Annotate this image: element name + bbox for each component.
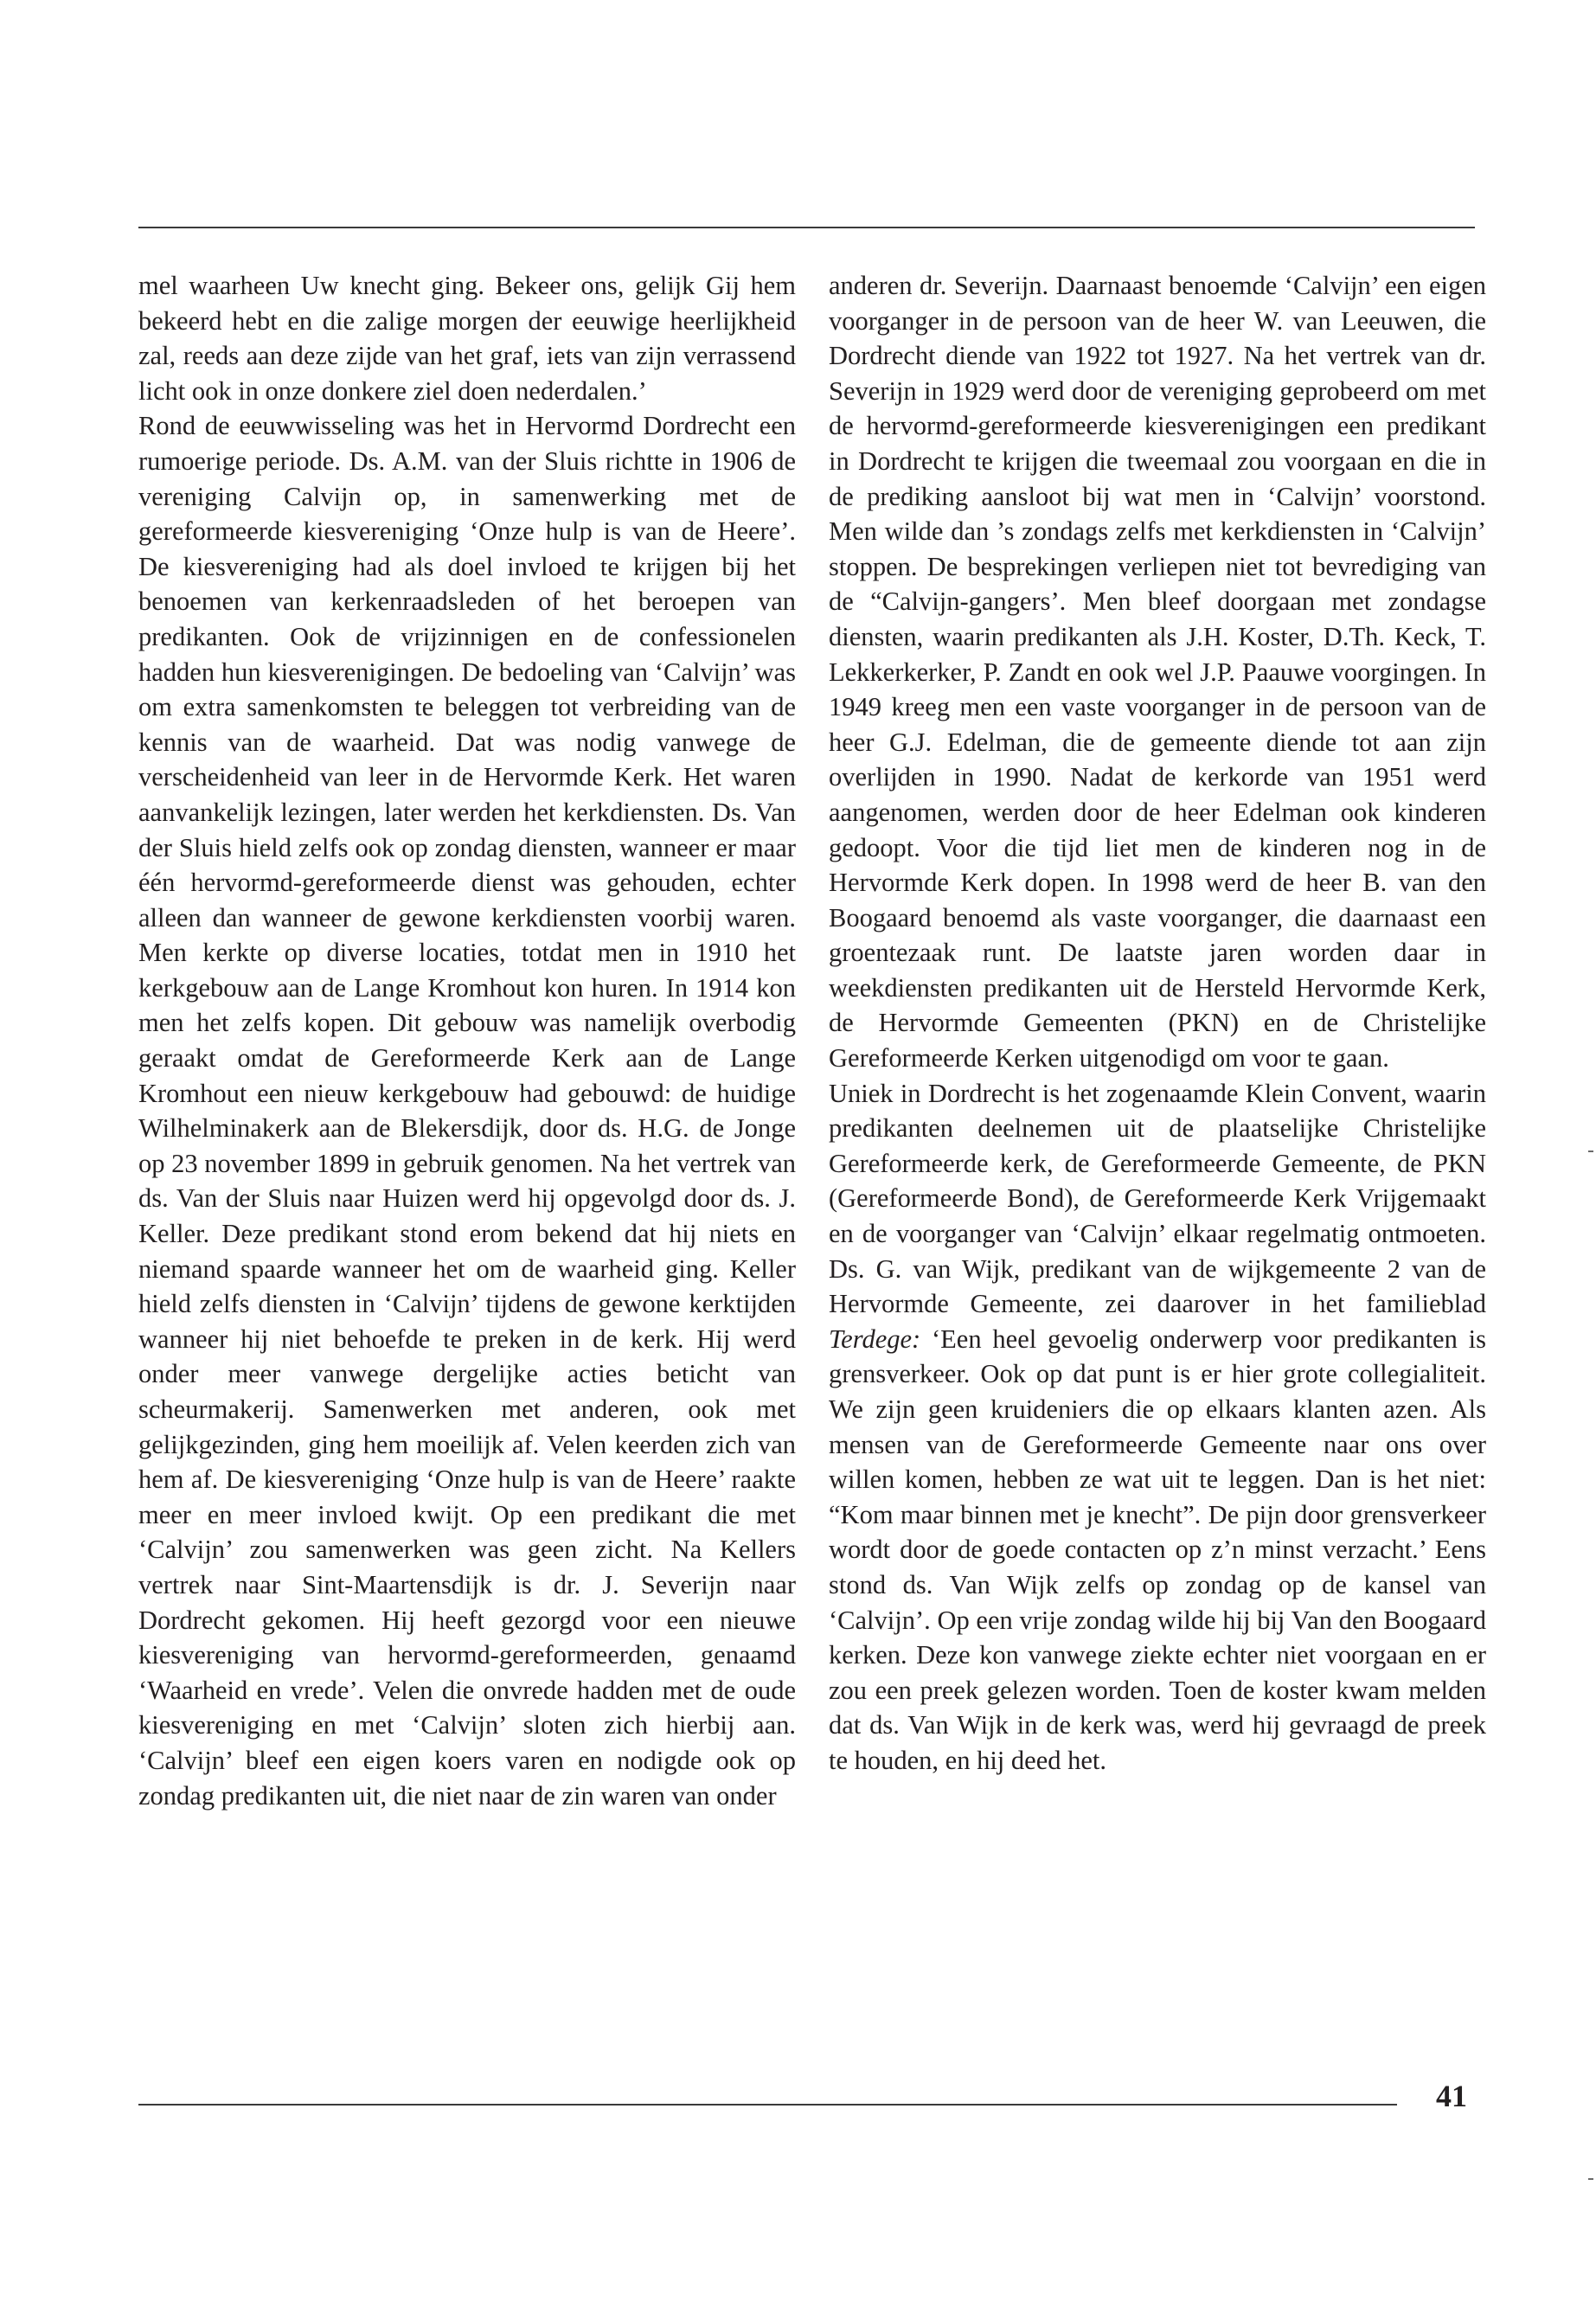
magazine-title: Terdege: (829, 1324, 921, 1354)
right-column (829, 268, 1486, 1779)
right-paragraph-2 (829, 1076, 1486, 1779)
page-number: 41 (1436, 2079, 1467, 2113)
left-paragraph-2: Rond de eeuwwisseling was het in Hervormd Dordrecht een rumoerige periode. Ds. A.M. van der Sluis richtte in 1906 de vereniging Calvijn op, in samenwerking met de gereformeerde kiesvereniging ‘Onze hulp is van de Heere’. De kiesvereniging had als doel invloed te krijgen bij het benoemen van kerkenraadsleden of het beroepen van predikanten. Ook de vrijzinnigen en de confessionelen hadden hun kiesverenigingen. De bedoeling van ‘Calvijn’ was om extra samenkomsten te beleggen tot verbreiding van de kennis van de waarheid. Dat was nodig vanwege de verscheidenheid van leer in de Hervormde Kerk. Het waren aanvankelijk lezingen, later werden het kerkdiensten. Ds. Van der Sluis hield zelfs ook op zondag diensten, wanneer er maar één hervormd-gereformeerde dienst was gehouden, echter alleen dan wanneer de gewone kerkdiensten voorbij waren. Men kerkte op diverse locaties, totdat men in 1910 het kerkgebouw aan de Lange Kromhout kon huren. In 1914 kon men het zelfs kopen. Dit gebouw was namelijk overbodig geraakt omdat de Gereformeerde Kerk aan de Lange Kromhout een nieuw kerkgebouw had gebouwd: de huidige Wilhelminakerk aan de Blekersdijk, door ds. H.G. de Jonge op 23 november 1899 in gebruik genomen. Na het vertrek van ds. Van der Sluis naar Huizen werd hij opgevolgd door ds. J. Keller. Deze predikant stond erom bekend dat hij niets en niemand spaarde wanneer het om de waarheid ging. Keller hield zelfs diensten in ‘Calvijn’ tijdens de gewone kerktijden wanneer hij niet behoefde te preken in de kerk. Hij werd onder meer vanwege dergelijke acties beticht van scheurmakerij. Samenwerken met anderen, ook met gelijkgezinden, ging hem moeilijk af. Velen keerden zich van hem af. De kiesvereniging ‘Onze hulp is van de Heere’ raakte meer en meer invloed kwijt. Op een predikant die met ‘Calvijn’ zou samenwerken was geen zicht. Na Kellers vertrek naar Sint-Maartensdijk is dr. J. Severijn naar Dordrecht gekomen. Hij heeft gezorgd voor een nieuwe kiesvereniging van hervormd-gereformeerden, genaamd ‘Waarheid en vrede’. Velen die onvrede hadden met de oude kiesvereniging en met ‘Calvijn’ sloten zich hierbij aan. ‘Calvijn’ bleef een eigen koers varen en nodigde ook op zondag predikanten uit, die niet naar de zin waren van onder (138, 411, 796, 1811)
left-column (138, 268, 796, 1813)
edge-crop-mark (1588, 2178, 1593, 2180)
right-paragraph-2-start: Uniek in Dordrecht is het zogenaamde Klein Convent, waarin predikanten deelnemen uit de plaatselijke Christelijke Gereformeerde kerk, de Gereformeerde Gemeente, de PKN (Gereformeerde Bond), de Gereformeerde Kerk Vrijgemaakt en de voorganger van ‘Calvijn’ elkaar regelmatig ontmoeten. Ds. G. van Wijk, predikant van de wijkgemeente 2 van de Hervormde Gemeente, zei daarover in het familieblad (829, 1078, 1486, 1319)
right-paragraph-2-end: ‘Een heel gevoelig onderwerp voor predikanten is grensverkeer. Ook op dat punt is er hier grote collegialiteit. We zijn geen kruideniers die op elkaars klanten azen. Als mensen van de Gereformeerde Gemeente naar ons over willen komen, hebben ze wat uit te leggen. Dan is het niet: “Kom maar binnen met je knecht”. De pijn door grensverkeer wordt door de goede contacten op z’n minst verzacht.’ Eens stond ds. Van Wijk zelfs op zondag op de kansel van ‘Calvijn’. Op een vrije zondag wilde hij bij Van den Boogaard kerken. Deze kon vanwege ziekte echter niet voorgaan en er zou een preek gelezen worden. Toen de koster kwam melden dat ds. Van Wijk in de kerk was, werd hij gevraagd de preek te houden, en hij deed het. (829, 1324, 1486, 1775)
edge-crop-mark (1588, 1150, 1593, 1152)
left-paragraph-1: mel waarheen Uw knecht ging. Bekeer ons, gelijk Gij hem bekeerd hebt en die zalige morgen der eeuwige heerlijkheid zal, reeds aan deze zijde van het graf, iets van zijn verrassend licht ook in onze donkere ziel doen nederdalen.’ (138, 271, 796, 406)
top-rule (138, 227, 1475, 228)
bottom-rule (138, 2104, 1397, 2106)
right-paragraph-1: anderen dr. Severijn. Daarnaast benoemde ‘Calvijn’ een eigen voorganger in de persoon van de heer W. van Leeuwen, die Dordrecht diende van 1922 tot 1927. Na het vertrek van dr. Severijn in 1929 werd door de vereniging geprobeerd om met de hervormd-gereformeerde kiesverenigingen een predikant in Dordrecht te krijgen die tweemaal zou voorgaan en die in de prediking aansloot bij wat men in ‘Calvijn’ voorstond. Men wilde dan ’s zondags zelfs met kerkdiensten in ‘Calvijn’ stoppen. De besprekingen verliepen niet tot bevrediging van de “Calvijn-gangers’. Men bleef doorgaan met zondagse diensten, waarin predikanten als J.H. Koster, D.Th. Keck, T. Lekkerkerker, P. Zandt en ook wel J.P. Paauwe voorgingen. In 1949 kreeg men een vaste voorganger in de persoon van de heer G.J. Edelman, die de gemeente diende tot aan zijn overlijden in 1990. Nadat de kerkorde van 1951 werd aangenomen, werden door de heer Edelman ook kinderen gedoopt. Voor die tijd liet men de kinderen nog in de Hervormde Kerk dopen. In 1998 werd de heer B. van den Boogaard benoemd als vaste voorganger, die daarnaast een groentezaak runt. De laatste jaren worden daar in weekdiensten predikanten uit de Hersteld Hervormde Kerk, de Hervormde Gemeenten (PKN) en de Christelijke Gereformeerde Kerken uitgenodigd om voor te gaan. (829, 271, 1486, 1074)
